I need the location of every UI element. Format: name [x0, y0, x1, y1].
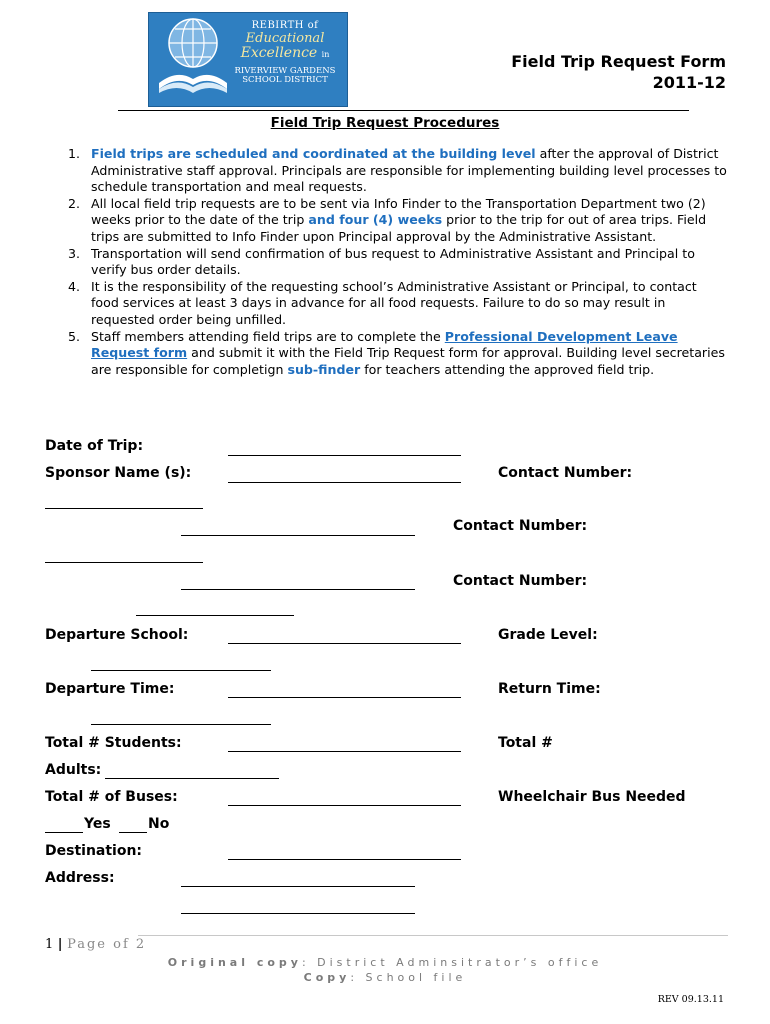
procedure-number: 3. [68, 245, 81, 261]
district-logo [148, 12, 348, 107]
sponsor-name-field-3[interactable] [181, 589, 415, 590]
procedure-highlight-text: Professional Development Leave Request form [91, 328, 678, 361]
yes-field[interactable] [45, 832, 83, 833]
return-time-field[interactable] [91, 724, 271, 725]
procedure-highlight-text: sub-finder [287, 361, 361, 377]
departure-school-field[interactable] [228, 643, 461, 644]
logo-text [227, 21, 343, 85]
logo-line-3 [227, 46, 343, 61]
sponsor-name-field-2[interactable] [181, 535, 415, 536]
contact-number-field-2[interactable] [45, 562, 203, 563]
procedure-number: 5. [68, 328, 81, 344]
destination-label: Destination: [45, 843, 143, 859]
total-students-field[interactable] [228, 751, 461, 752]
procedure-item [68, 329, 728, 379]
return-time-label: Return Time: [498, 681, 601, 697]
logo-line-1: REBIRTH of [251, 20, 319, 31]
total-label: Total # [498, 735, 553, 751]
no-label: No [148, 816, 170, 832]
procedure-text: All local field trip requests are to be sent via Info Finder to the Transportation Department two (2) weeks prior to the date of the trip [91, 195, 706, 228]
procedure-item [68, 146, 728, 196]
destination-field[interactable] [228, 859, 461, 860]
logo-line-3-main: Excellence [240, 44, 318, 61]
contact-number-label-2: Contact Number: [453, 518, 588, 534]
page-indicator [45, 937, 146, 952]
procedure-text: It is the responsibility of the requesting school’s Administrative Assistant or Principal, to contact food services at least 3 days in advance for all food requests. Failure to do so may result in requested order being unfilled. [91, 278, 697, 327]
copy-line [0, 970, 770, 985]
address-label: Address: [45, 870, 115, 886]
contact-number-label-3: Contact Number: [453, 573, 588, 589]
book-globe-icon [151, 13, 231, 107]
total-buses-field[interactable] [228, 805, 461, 806]
total-buses-label: Total # of Buses: [45, 789, 178, 805]
procedures-list [68, 146, 728, 378]
departure-time-field[interactable] [228, 697, 461, 698]
form-title-block [511, 51, 726, 93]
address-field-2[interactable] [181, 913, 415, 914]
footer-copy-notes [0, 955, 770, 985]
original-copy-line [0, 955, 770, 970]
sponsor-name-label: Sponsor Name (s): [45, 465, 192, 481]
logo-line-3-suffix: in [321, 49, 330, 59]
form-year: 2011-12 [652, 73, 726, 92]
adults-field[interactable] [105, 778, 279, 779]
page-separator: | [53, 937, 68, 952]
logo-line-2: Educational [245, 30, 325, 46]
yes-label: Yes [84, 816, 111, 832]
date-of-trip-field[interactable] [228, 455, 461, 456]
procedure-text: and submit it with the Field Trip Request form for approval. Building level secretaries are responsible for completign [91, 345, 725, 377]
wheelchair-bus-label: Wheelchair Bus Needed [498, 789, 686, 805]
procedure-item [68, 246, 728, 279]
contact-number-label-1: Contact Number: [498, 465, 633, 481]
date-of-trip-label: Date of Trip: [45, 438, 144, 454]
procedure-text: for teachers attending the approved field trip. [360, 361, 655, 377]
page-number: 1 [45, 937, 54, 952]
logo-line-5: SCHOOL DISTRICT [242, 75, 328, 86]
original-copy-label: Original copy [167, 956, 302, 969]
procedure-text: prior to the trip for out of area trips. Field trips are submitted to Info Finder upon Principal approval by the Administrative Assistant. [91, 212, 707, 244]
grade-level-label: Grade Level: [498, 627, 598, 643]
procedure-item [68, 279, 728, 329]
contact-number-field-3[interactable] [136, 615, 294, 616]
procedure-number: 2. [68, 195, 81, 211]
procedure-text: Staff members attending field trips are to complete the [91, 328, 445, 344]
adults-label: Adults: [45, 762, 102, 778]
form-title: Field Trip Request Form [511, 52, 726, 71]
procedure-text: Transportation will send confirmation of bus request to Administrative Assistant and Principal to verify bus order details. [91, 245, 695, 278]
page-of-text: Page of 2 [67, 937, 147, 952]
procedures-title: Field Trip Request Procedures [270, 115, 500, 131]
copy-value: : School file [350, 971, 467, 984]
sponsor-name-field-1[interactable] [228, 482, 461, 483]
logo-line-4: RIVERVIEW GARDENS [234, 65, 336, 76]
procedure-number: 4. [68, 278, 81, 294]
total-students-label: Total # Students: [45, 735, 182, 751]
procedure-text: after the approval of District Administrative staff approval. Principals are responsible for implementing building level processes to schedule transportation and meal requests. [91, 146, 727, 195]
procedure-highlight-text: Field trips are scheduled and coordinated at the building level [91, 146, 536, 161]
revision-label: REV 09.13.11 [657, 994, 724, 1005]
procedure-item [68, 196, 728, 246]
address-field-1[interactable] [181, 886, 415, 887]
footer-rule [138, 935, 728, 936]
no-field[interactable] [119, 832, 147, 833]
copy-label: Copy [303, 971, 351, 984]
contact-number-field-1[interactable] [45, 508, 203, 509]
procedure-number: 1. [68, 146, 81, 161]
departure-school-label: Departure School: [45, 627, 189, 643]
departure-time-label: Departure Time: [45, 681, 175, 697]
grade-level-field[interactable] [91, 670, 271, 671]
header-rule [118, 110, 689, 111]
procedure-highlight-text: and four (4) weeks [308, 212, 443, 228]
original-copy-value: : District Adminsitrator’s office [301, 956, 603, 969]
